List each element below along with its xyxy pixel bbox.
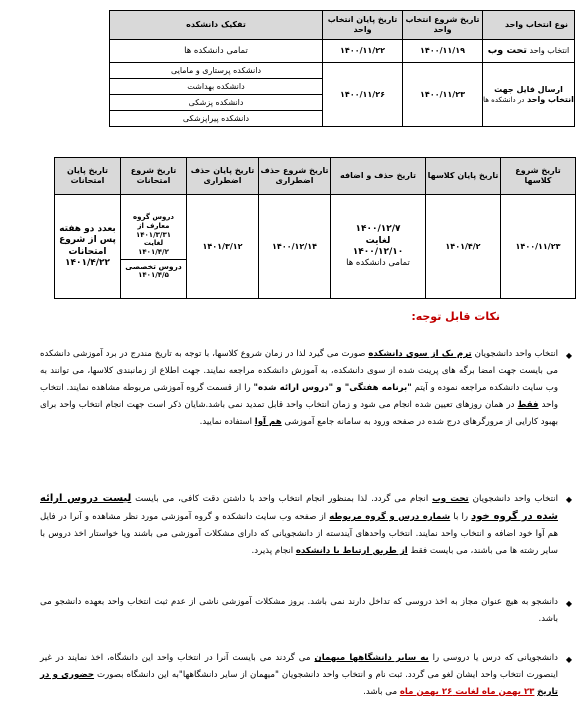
text-segment: تحت وب: [432, 494, 469, 504]
text-segment: لیست دروس ارائه شده در گروه خود: [40, 493, 558, 522]
bullet-icon: ◆: [565, 351, 572, 360]
text-segment: انجام پذیرد.: [251, 546, 296, 556]
text-segment: می باشد.: [363, 687, 400, 697]
text-segment: هم آوا: [254, 417, 282, 427]
faculty-item: دانشکده پیراپزشکی: [110, 111, 323, 127]
class-start-date: ۱۴۰۰/۱۱/۲۳: [501, 195, 576, 299]
type-web: [483, 40, 575, 63]
notes-title: نکات قابل توجه:: [411, 310, 500, 323]
exam-general-from: ۱۴۰۱/۳/۳۱: [135, 230, 172, 239]
note-paragraph-4: [40, 650, 572, 701]
text-segment: ترم یک از سوی دانشکده: [368, 349, 472, 359]
type-web-strong: تحت وب: [487, 45, 527, 57]
add-drop-to: ۱۴۰۰/۱۲/۱۰: [352, 246, 404, 257]
type-file-line2-rest: در دانشکده ها: [483, 95, 525, 104]
type-file-line2-bold: انتخاب واحد: [527, 94, 574, 104]
text-segment: به سایر دانشگاهها میهمان: [314, 653, 429, 663]
text-segment: حضوری و در تاریخ: [40, 670, 558, 697]
add-drop-from: ۱۴۰۰/۱۲/۷: [355, 224, 401, 235]
add-drop-cell: [331, 195, 426, 299]
header-start: تاریخ شروع انتخاب واحد: [403, 11, 483, 40]
text-segment: در همان روزهای تعیین شده انجام می شود و زمان انتخاب واحد قابل تمدید نمی باشد.شایان ذکر است جهت انجام انتخاب واحد برای بهبود کارایی از مرورگرهای درج شده در صفحه ورود به سامانه جامع آموزشی: [40, 400, 558, 427]
exam-end-line2: پس از شروع: [59, 235, 116, 246]
end-date: ۱۴۰۰/۱۱/۲۲: [323, 40, 403, 63]
text-segment: را با: [450, 512, 472, 522]
bullet-icon: ◆: [565, 599, 572, 608]
header-exam-start: تاریخ شروع امتحانات: [121, 158, 187, 195]
exam-general: [121, 211, 186, 260]
exam-end-line1: بعدد دو هفته: [59, 224, 116, 234]
text-segment: از صفحه وب سایت دانشکده و گروه آموزشی مورد نظر مشاهده و آنرا در فایل هم آوا خود اضافه و انتخاب واحد نمایند. انتخاب واحدهای آیندسته از دانشجویانی که دارای مشکلات آموزشی می باشند ویا خواستار اخذ دروس با سایر رشته ها می باشند، می بایست فقط: [40, 512, 558, 556]
bullet-icon: ◆: [565, 495, 572, 504]
header-add-drop: تاریخ حذف و اضافه: [331, 158, 426, 195]
header-emergency-end: تاریخ پایان حذف اضطراری: [187, 158, 259, 195]
header-exam-end: تاریخ پایان امتحانات: [55, 158, 121, 195]
type-file-line1: ارسال فایل جهت: [494, 84, 563, 94]
faculty-item: دانشکده بهداشت: [110, 79, 323, 95]
header-class-end: تاریخ پایان کلاسها: [426, 158, 501, 195]
bullet-icon: ◆: [565, 655, 572, 664]
text-segment: انجام می گردد. لذا بمنظور انجام انتخاب واحد با داشتن دقت کافی، می بایست: [131, 494, 433, 504]
exam-special: [121, 260, 186, 282]
exam-end-date: ۱۴۰۱/۴/۲۲: [64, 257, 111, 268]
table-row: [110, 63, 575, 79]
table-header-row: [55, 158, 576, 195]
start-date: ۱۴۰۰/۱۱/۲۳: [403, 63, 483, 127]
exam-end-cell: [55, 195, 121, 299]
text-segment: فقط: [517, 400, 539, 410]
text-segment: دانشجویانی که درس یا دروسی را: [428, 653, 558, 663]
text-segment: از طریق ارتباط با دانشکده: [295, 546, 408, 556]
end-date: ۱۴۰۰/۱۱/۲۶: [323, 63, 403, 127]
exam-general-to: ۱۴۰۱/۴/۲: [138, 248, 169, 257]
faculty-item: دانشکده پرستاری و مامایی: [110, 63, 323, 79]
exam-start-cell: [121, 195, 187, 299]
class-end-date: ۱۴۰۱/۴/۲: [426, 195, 501, 299]
text-segment: را از قسمت گروه آموزشی مربوطه مشاهده نمایند. انتخاب واحد: [40, 383, 558, 410]
header-class-start: تاریخ شروع کلاسها: [501, 158, 576, 195]
faculties-all: تمامی دانشکده ها: [110, 40, 323, 63]
table-row: [55, 195, 576, 299]
text-segment: انتخاب واحد دانشجویان: [468, 494, 558, 504]
note-paragraph-1: [40, 346, 572, 431]
exam-end-line3: امتحانات: [68, 246, 107, 257]
text-segment: "میهمان از سایر دانشگاهها": [178, 670, 279, 680]
text-segment: دانشجو به هیچ عنوان مجاز به اخذ دروسی که تداخل دارند نمی باشد. بروز مشکلات آموزشی ناشی از عدم ثبت انتخاب واحد بعهده دانشجو می باشد.: [40, 597, 558, 624]
exam-special-date: ۱۴۰۱/۴/۵: [138, 271, 169, 280]
exam-general-to-word: لغایت: [143, 239, 164, 248]
text-segment: ۲۳ بهمن ماه لغایت ۲۶ بهمن ماه: [399, 687, 535, 697]
type-web-prefix: انتخاب واحد: [529, 46, 570, 56]
semester-dates-table: [54, 157, 576, 299]
type-file: [483, 63, 575, 127]
table-row: [110, 40, 575, 63]
note-paragraph-3: [40, 594, 572, 628]
text-segment: صورت می گیرد لذا در زمان شروع کلاسها، با توجه به تاریخ مندرج در برد آموزشی دانشکده می بایست جهت امضا برگه های پرینت شده از سوی دانشکده، به آموزش دانشکده مراجعه نمایند. جهت اطلاع از زمانبندی کلاسها، می توانند به وب سایت دانشکده مراجعه نموده و آیتم: [40, 349, 559, 393]
exam-special-label: دروس تخصصی: [125, 261, 182, 271]
registration-schedule-table: [109, 10, 575, 127]
add-drop-to-word: لغایت: [365, 235, 391, 246]
add-drop-note: تمامی دانشکده ها: [346, 258, 410, 269]
text-segment: شماره درس و گروه مربوطه: [329, 512, 451, 522]
exam-general-label: دروس گروه معارف از: [133, 213, 174, 230]
header-type: نوع انتخاب واحد: [483, 11, 575, 40]
note-paragraph-2: [40, 490, 572, 560]
text-segment: انتخاب واحد دانشجویان: [471, 349, 558, 359]
text-segment: به این دانشگاه بصورت: [94, 670, 179, 680]
emergency-end-date: ۱۴۰۱/۳/۱۲: [187, 195, 259, 299]
text-segment: می گردند می بایست آنرا در انتخاب واحد این دانشگاه، اخذ نمایند در غیر اینصورت انتخاب واحد ایشان لغو می گردد. ثبت نام و انتخاب واحد دانشجویان: [40, 653, 559, 680]
emergency-start-date: ۱۴۰۰/۱۲/۱۴: [259, 195, 331, 299]
text-segment: استفاده نمایید.: [199, 417, 255, 427]
header-faculty: تفکیک دانشکده: [110, 11, 323, 40]
table-header-row: [110, 11, 575, 40]
header-end: تاریخ پایان انتخاب واحد: [323, 11, 403, 40]
faculty-item: دانشکده پزشکی: [110, 95, 323, 111]
text-segment: "برنامه هفتگی" و "دروس ارائه شده": [253, 383, 412, 393]
header-emergency-start: تاریخ شروع حذف اضطراری: [259, 158, 331, 195]
start-date: ۱۴۰۰/۱۱/۱۹: [403, 40, 483, 63]
